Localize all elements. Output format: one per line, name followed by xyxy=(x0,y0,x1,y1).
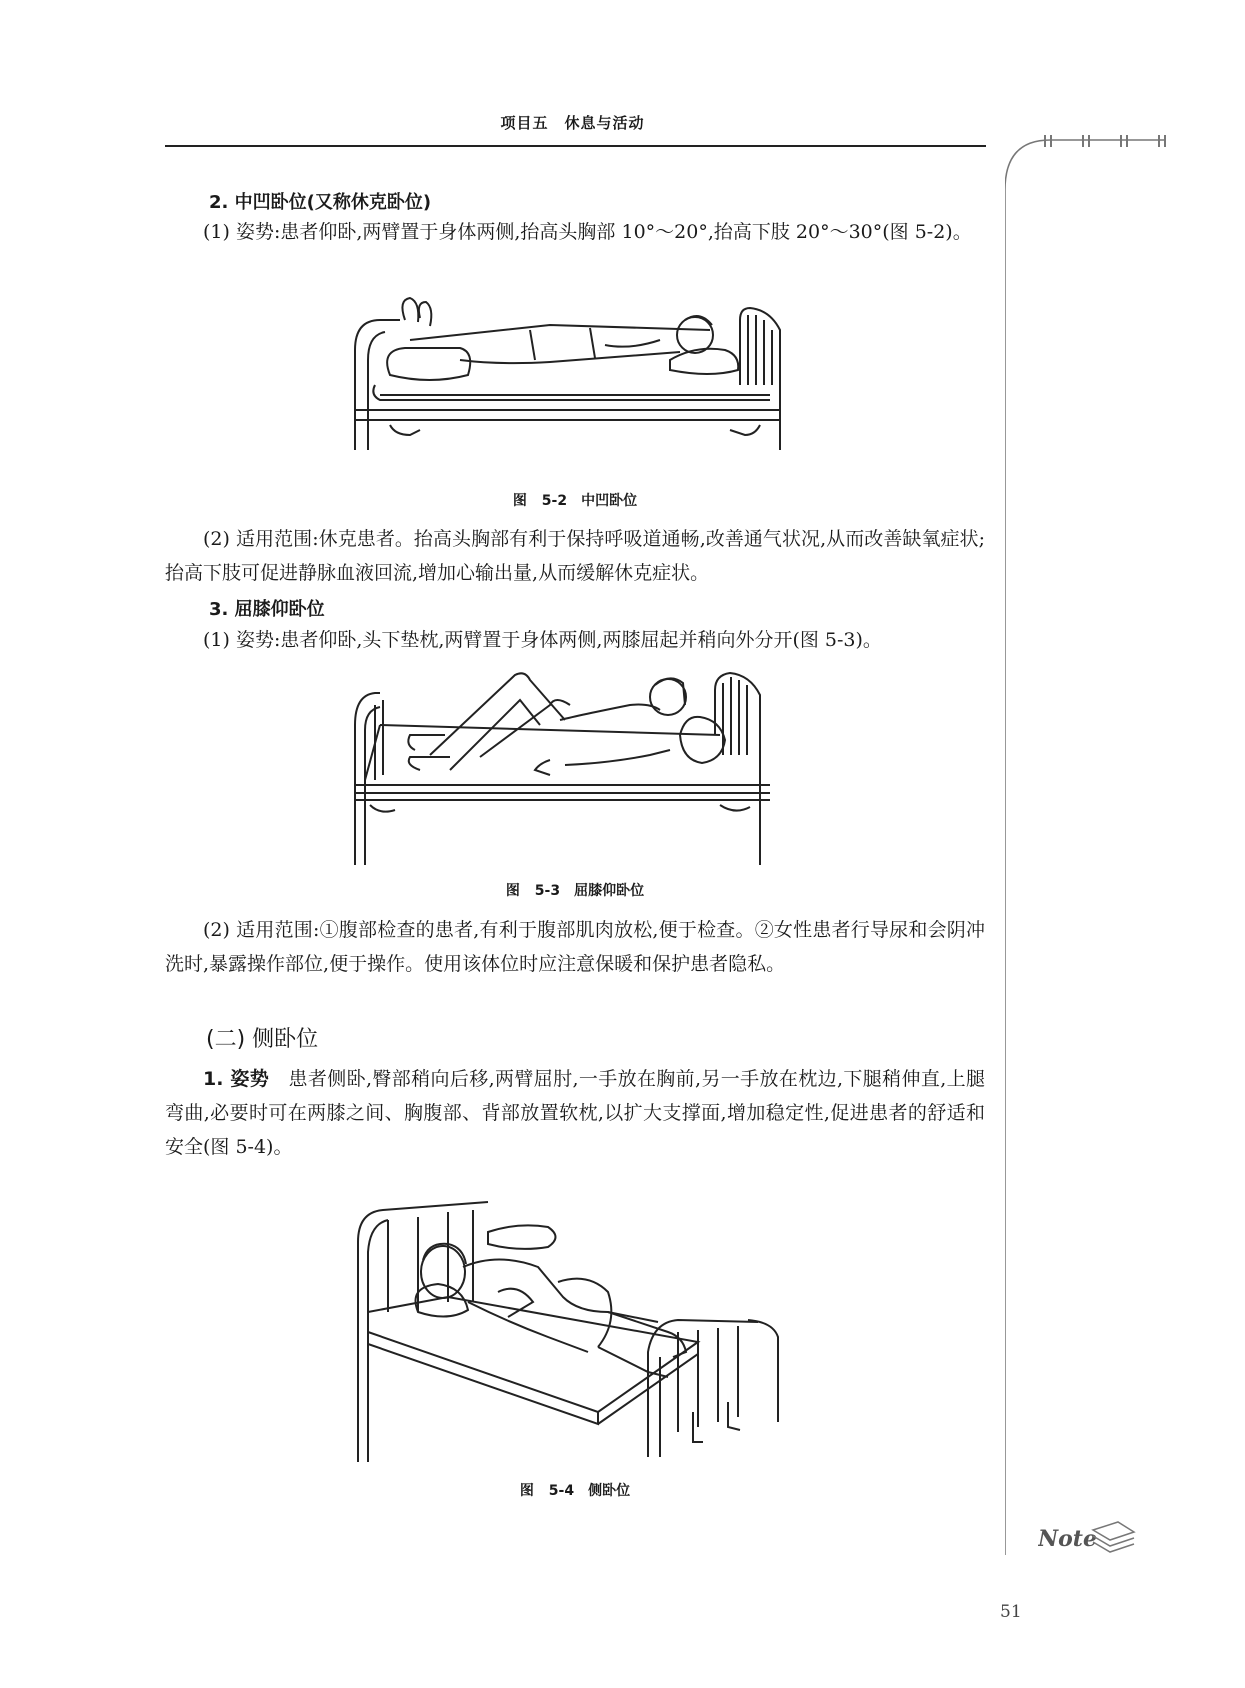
figure-caption-5-2: 图 5-2 中凹卧位 xyxy=(512,493,638,509)
paragraph-posture xyxy=(165,1062,985,1164)
paragraph-posture: (1) 姿势:患者仰卧,头下垫枕,两臂置于身体两侧,两膝屈起并稍向外分开(图 5-3)。 xyxy=(203,629,882,651)
paragraph-posture: (1) 姿势:患者仰卧,两臂置于身体两侧,抬高头胸部 10°～20°,抬高下肢 20°～30°(图 5-2)。 xyxy=(203,221,972,243)
page-number: 51 xyxy=(1000,1602,1022,1622)
figure-5-2 xyxy=(350,290,790,470)
page-header-title: 项目五 休息与活动 xyxy=(500,114,645,132)
header-rule xyxy=(165,145,986,147)
margin-note-text: Note xyxy=(1038,1526,1097,1552)
figure-5-4 xyxy=(348,1172,798,1462)
lead-label: 1. 姿势 xyxy=(203,1068,270,1090)
paragraph-indication: (2) 适用范围:①腹部检查的患者,有利于腹部肌肉放松,便于检查。②女性患者行导尿和会阴冲洗时,暴露操作部位,便于操作。使用该体位时应注意保暖和保护患者隐私。 xyxy=(165,919,985,975)
paragraph-posture-text: 患者侧卧,臀部稍向后移,两臂屈肘,一手放在胸前,另一手放在枕边,下腿稍伸直,上腿弯曲,必要时可在两膝之间、胸腹部、背部放置软枕,以扩大支撑面,增加稳定性,促进患者的舒适和安全(图 5-4)。 xyxy=(165,1068,985,1158)
margin-note-mark xyxy=(1038,1510,1138,1560)
margin-decoration xyxy=(1005,135,1185,1555)
figure-caption-5-3: 图 5-3 屈膝仰卧位 xyxy=(505,883,645,899)
paragraph-indication: (2) 适用范围:休克患者。抬高头胸部有利于保持呼吸道通畅,改善通气状况,从而改善缺氧症状;抬高下肢可促进静脉血液回流,增加心输出量,从而缓解休克症状。 xyxy=(165,528,985,584)
section-heading-trendelenburg: 2. 中凹卧位(又称休克卧位) xyxy=(209,192,432,213)
figure-5-3 xyxy=(350,665,790,870)
subsection-heading-side-lying: (二) 侧卧位 xyxy=(206,1027,319,1052)
section-heading-knee-bent: 3. 屈膝仰卧位 xyxy=(209,599,325,620)
figure-caption-5-4: 图 5-4 侧卧位 xyxy=(519,1483,631,1499)
